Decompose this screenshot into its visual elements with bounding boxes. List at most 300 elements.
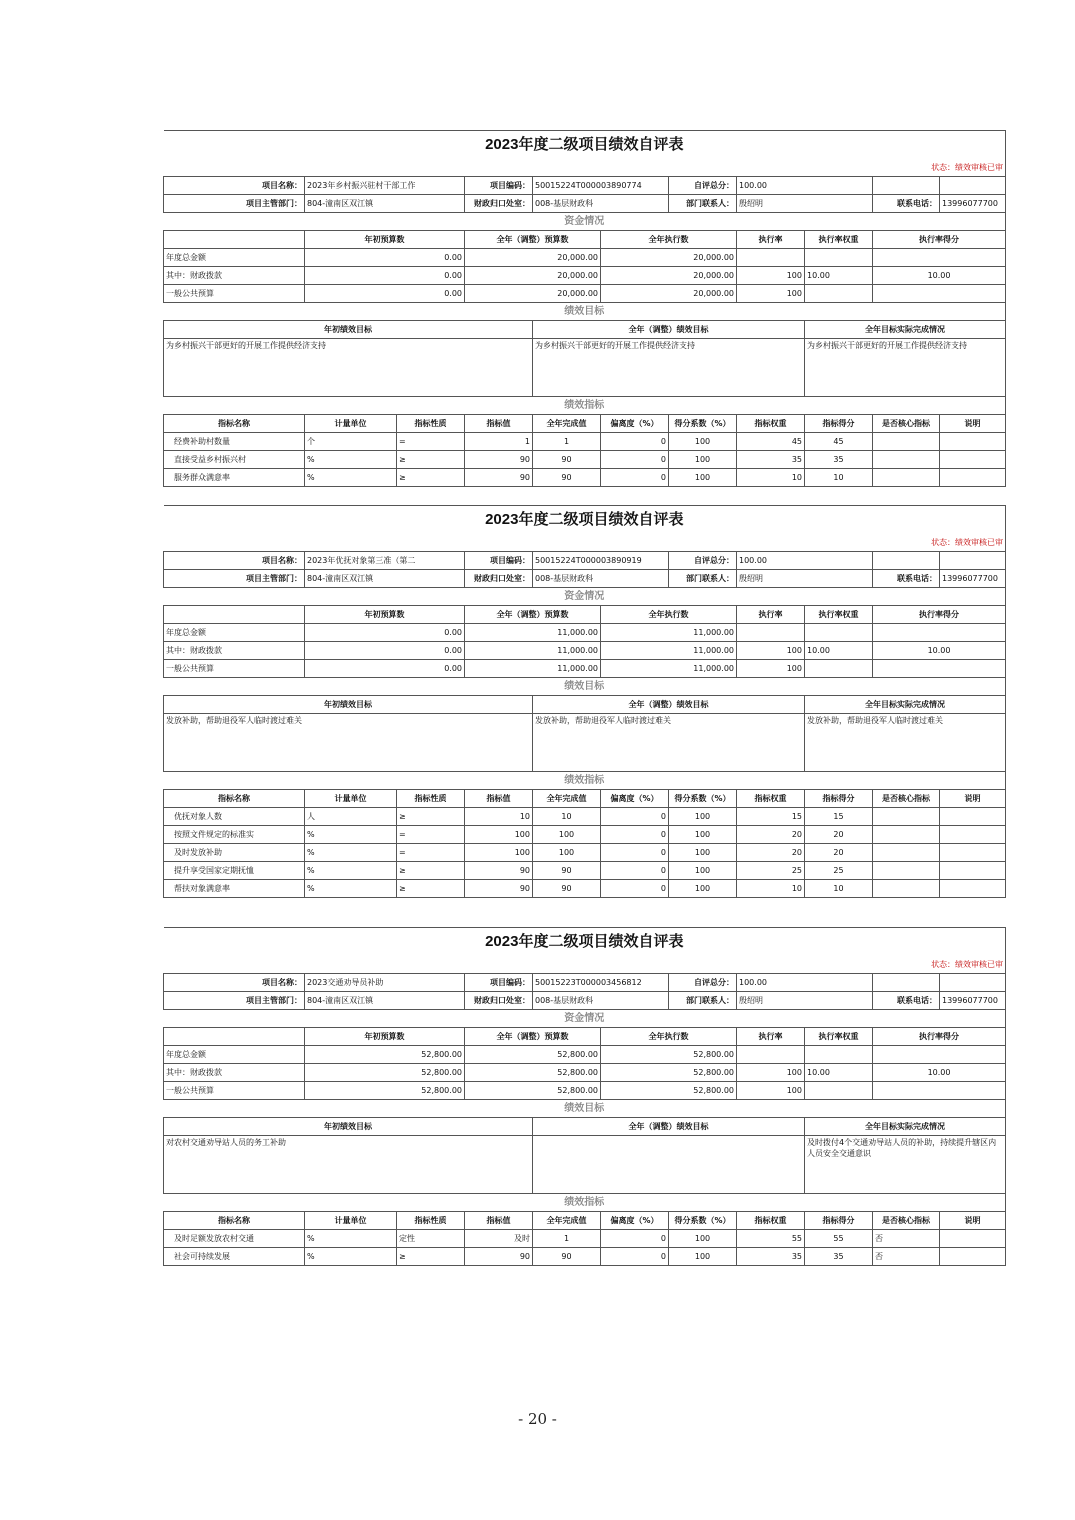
indicator-name: 社会可持续发展 [164,1248,305,1266]
indicator-unit: 个 [305,433,397,451]
indicator-note [940,826,1006,844]
empty-cell [873,177,940,195]
indicator-done: 90 [533,862,601,880]
indicator-value: 10 [465,808,533,826]
goal-text: 为乡村振兴干部更好的开展工作提供经济支持 [164,339,533,397]
indicator-nature: = [397,826,465,844]
indicator-unit: % [305,1230,397,1248]
funds-section-title: 资金情况 [164,1010,1006,1028]
fund-weight [805,1046,873,1064]
fund-initial: 0.00 [305,285,465,303]
fund-weight [805,285,873,303]
fund-initial: 52,800.00 [305,1046,465,1064]
finance-office-label: 财政归口处室： [465,195,533,213]
dept-contact-value: 殷绍明 [737,570,873,588]
dept-label: 项目主管部门： [164,992,305,1010]
indicator-dev: 0 [601,469,669,487]
indicator-weight: 25 [737,862,805,880]
indicator-note [940,469,1006,487]
fund-weight [805,624,873,642]
fund-header: 全年执行数 [601,231,737,249]
finance-office-label: 财政归口处室： [465,570,533,588]
fund-score [873,660,1006,678]
indicator-done: 90 [533,880,601,898]
indicator-note [940,880,1006,898]
fund-executed: 20,000.00 [601,267,737,285]
fund-row-name: 其中：财政拨款 [164,642,305,660]
indicator-header: 指标得分 [805,1212,873,1230]
indicators-section-title: 绩效指标 [164,1194,1006,1212]
indicators-section-title: 绩效指标 [164,772,1006,790]
indicator-score: 20 [805,844,873,862]
indicator-nature: ≥ [397,1248,465,1266]
indicator-core [873,469,940,487]
indicator-unit: % [305,826,397,844]
fund-initial: 52,800.00 [305,1082,465,1100]
fund-header: 执行率权重 [805,606,873,624]
indicator-score: 45 [805,433,873,451]
indicator-coef: 100 [669,433,737,451]
fund-row-name: 年度总金额 [164,249,305,267]
dept-contact-label: 部门联系人： [669,570,737,588]
fund-rate [737,624,805,642]
indicator-header: 指标值 [465,415,533,433]
fund-header: 执行率得分 [873,231,1006,249]
phone-value: 13996077700 [940,992,1006,1010]
empty-cell [164,231,305,249]
fund-executed: 52,800.00 [601,1046,737,1064]
fund-row-name: 其中：财政拨款 [164,267,305,285]
indicator-note [940,862,1006,880]
indicator-name: 优抚对象人数 [164,808,305,826]
fund-header: 全年（调整）预算数 [465,606,601,624]
indicator-header: 全年完成值 [533,790,601,808]
fund-header: 全年（调整）预算数 [465,231,601,249]
indicator-value: 及时 [465,1230,533,1248]
dept-label: 项目主管部门： [164,195,305,213]
fund-header: 执行率得分 [873,1028,1006,1046]
empty-cell [164,606,305,624]
self-score-label: 自评总分： [669,974,737,992]
fund-header: 年初预算数 [305,231,465,249]
fund-executed: 52,800.00 [601,1082,737,1100]
empty-cell [873,552,940,570]
indicator-done: 90 [533,1248,601,1266]
dept-label: 项目主管部门： [164,570,305,588]
fund-score: 10.00 [873,267,1006,285]
fund-adjusted: 52,800.00 [465,1046,601,1064]
finance-office-label: 财政归口处室： [465,992,533,1010]
indicator-score: 25 [805,862,873,880]
indicator-header: 指标性质 [397,790,465,808]
page-number: - 20 - [518,1410,557,1428]
fund-adjusted: 52,800.00 [465,1082,601,1100]
indicator-coef: 100 [669,844,737,862]
indicator-note [940,844,1006,862]
fund-initial: 0.00 [305,249,465,267]
indicator-header: 是否核心指标 [873,1212,940,1230]
indicator-score: 10 [805,469,873,487]
indicator-nature: = [397,844,465,862]
evaluation-form [163,505,1004,898]
fund-header: 年初预算数 [305,606,465,624]
fund-weight: 10.00 [805,642,873,660]
fund-row-name: 一般公共预算 [164,285,305,303]
fund-weight [805,660,873,678]
empty-cell [164,1028,305,1046]
form-title: 2023年度二级项目绩效自评表 [164,131,1006,160]
indicator-header: 指标值 [465,790,533,808]
indicator-weight: 20 [737,844,805,862]
indicator-header: 偏离度（%） [601,1212,669,1230]
indicator-value: 90 [465,1248,533,1266]
empty-cell [873,974,940,992]
goals-section-title: 绩效目标 [164,303,1006,321]
fund-rate: 100 [737,267,805,285]
fund-weight [805,249,873,267]
indicator-core [873,451,940,469]
indicator-dev: 0 [601,880,669,898]
indicator-dev: 0 [601,451,669,469]
fund-initial: 0.00 [305,267,465,285]
indicator-header: 全年完成值 [533,1212,601,1230]
indicator-name: 按照文件规定的标准实 [164,826,305,844]
indicator-header: 计量单位 [305,415,397,433]
indicator-header: 指标权重 [737,790,805,808]
indicator-header: 说明 [940,1212,1006,1230]
indicator-core [873,844,940,862]
fund-row-name: 年度总金额 [164,1046,305,1064]
fund-rate: 100 [737,660,805,678]
indicator-header: 指标值 [465,1212,533,1230]
fund-weight: 10.00 [805,1064,873,1082]
fund-initial: 52,800.00 [305,1064,465,1082]
project-code-value: 50015224T000003890919 [533,552,669,570]
fund-score [873,249,1006,267]
fund-row-name: 一般公共预算 [164,660,305,678]
fund-score: 10.00 [873,1064,1006,1082]
fund-weight: 10.00 [805,267,873,285]
fund-adjusted: 11,000.00 [465,642,601,660]
indicator-name: 帮扶对象满意率 [164,880,305,898]
indicator-score: 10 [805,880,873,898]
indicator-done: 100 [533,844,601,862]
indicator-note [940,451,1006,469]
goals-section-title: 绩效目标 [164,678,1006,696]
indicator-score: 35 [805,1248,873,1266]
empty-cell [940,974,1006,992]
goals-section-title: 绩效目标 [164,1100,1006,1118]
fund-executed: 11,000.00 [601,642,737,660]
fund-header: 执行率权重 [805,1028,873,1046]
indicator-header: 得分系数（%） [669,1212,737,1230]
indicator-header: 指标得分 [805,790,873,808]
indicator-core: 否 [873,1230,940,1248]
status-text: 状态：绩效审核已审 [164,956,1006,974]
indicator-header: 是否核心指标 [873,415,940,433]
indicator-value: 90 [465,469,533,487]
indicator-nature: ≥ [397,862,465,880]
indicator-score: 55 [805,1230,873,1248]
indicator-core: 否 [873,1248,940,1266]
evaluation-form [163,130,1004,487]
indicator-value: 90 [465,451,533,469]
fund-score: 10.00 [873,642,1006,660]
indicator-weight: 15 [737,808,805,826]
phone-label: 联系电话： [873,195,940,213]
indicator-header: 偏离度（%） [601,415,669,433]
indicator-done: 10 [533,808,601,826]
indicator-dev: 0 [601,1230,669,1248]
goal-text: 发放补助，帮助退役军人临时渡过难关 [533,714,805,772]
indicator-dev: 0 [601,433,669,451]
indicator-dev: 0 [601,844,669,862]
indicator-value: 100 [465,844,533,862]
goal-text: 发放补助，帮助退役军人临时渡过难关 [805,714,1006,772]
dept-value: 804-潼南区双江镇 [305,195,465,213]
indicator-coef: 100 [669,826,737,844]
indicator-name: 及时发放补助 [164,844,305,862]
fund-rate [737,1046,805,1064]
phone-label: 联系电话： [873,570,940,588]
indicator-name: 服务群众满意率 [164,469,305,487]
indicator-unit: % [305,1248,397,1266]
evaluation-form [163,927,1004,1266]
goal-header: 年初绩效目标 [164,1118,533,1136]
indicator-value: 100 [465,826,533,844]
indicator-done: 90 [533,451,601,469]
indicator-dev: 0 [601,1248,669,1266]
indicator-header: 得分系数（%） [669,790,737,808]
fund-executed: 20,000.00 [601,285,737,303]
indicator-header: 指标性质 [397,415,465,433]
fund-header: 全年（调整）预算数 [465,1028,601,1046]
indicator-note [940,1248,1006,1266]
indicator-header: 指标名称 [164,415,305,433]
fund-row-name: 其中：财政拨款 [164,1064,305,1082]
indicator-nature: ≥ [397,451,465,469]
dept-contact-value: 殷绍明 [737,992,873,1010]
indicator-weight: 10 [737,880,805,898]
indicator-dev: 0 [601,862,669,880]
indicator-done: 1 [533,1230,601,1248]
indicator-coef: 100 [669,451,737,469]
finance-office-value: 008-基层财政科 [533,992,669,1010]
fund-score [873,285,1006,303]
fund-initial: 0.00 [305,624,465,642]
indicator-weight: 45 [737,433,805,451]
indicator-weight: 20 [737,826,805,844]
fund-executed: 11,000.00 [601,624,737,642]
indicator-note [940,433,1006,451]
phone-value: 13996077700 [940,195,1006,213]
indicator-unit: % [305,451,397,469]
fund-rate: 100 [737,285,805,303]
fund-weight [805,1082,873,1100]
goal-header: 全年目标实际完成情况 [805,1118,1006,1136]
self-score-label: 自评总分： [669,177,737,195]
funds-section-title: 资金情况 [164,588,1006,606]
fund-header: 全年执行数 [601,606,737,624]
goal-text: 对农村交通劝导站人员的务工补助 [164,1136,533,1194]
phone-label: 联系电话： [873,992,940,1010]
project-name-label: 项目名称： [164,177,305,195]
fund-score [873,1082,1006,1100]
indicators-section-title: 绩效指标 [164,397,1006,415]
project-code-label: 项目编码： [465,974,533,992]
fund-header: 年初预算数 [305,1028,465,1046]
indicator-name: 经费补助村数量 [164,433,305,451]
dept-contact-value: 殷绍明 [737,195,873,213]
indicator-note [940,1230,1006,1248]
dept-value: 804-潼南区双江镇 [305,992,465,1010]
fund-header: 执行率权重 [805,231,873,249]
project-name-value: 2023年乡村振兴驻村干部工作 [305,177,465,195]
fund-score [873,1046,1006,1064]
indicator-header: 得分系数（%） [669,415,737,433]
fund-adjusted: 11,000.00 [465,624,601,642]
form-title: 2023年度二级项目绩效自评表 [164,928,1006,957]
goal-header: 全年目标实际完成情况 [805,321,1006,339]
fund-initial: 0.00 [305,642,465,660]
funds-section-title: 资金情况 [164,213,1006,231]
project-name-label: 项目名称： [164,974,305,992]
goal-text: 为乡村振兴干部更好的开展工作提供经济支持 [805,339,1006,397]
indicator-header: 计量单位 [305,790,397,808]
fund-row-name: 年度总金额 [164,624,305,642]
phone-value: 13996077700 [940,570,1006,588]
goal-text [533,1136,805,1194]
indicator-score: 15 [805,808,873,826]
dept-contact-label: 部门联系人： [669,992,737,1010]
fund-executed: 52,800.00 [601,1064,737,1082]
indicator-score: 20 [805,826,873,844]
project-code-label: 项目编码： [465,177,533,195]
indicator-header: 指标名称 [164,790,305,808]
indicator-core [873,433,940,451]
indicator-coef: 100 [669,469,737,487]
indicator-unit: % [305,844,397,862]
indicator-value: 1 [465,433,533,451]
fund-header: 执行率 [737,231,805,249]
indicator-core [873,808,940,826]
self-score-label: 自评总分： [669,552,737,570]
fund-adjusted: 11,000.00 [465,660,601,678]
indicator-done: 1 [533,433,601,451]
finance-office-value: 008-基层财政科 [533,195,669,213]
indicator-header: 计量单位 [305,1212,397,1230]
project-code-label: 项目编码： [465,552,533,570]
fund-header: 执行率得分 [873,606,1006,624]
indicator-header: 指标权重 [737,415,805,433]
project-name-value: 2023年优抚对象第三准（第二 [305,552,465,570]
indicator-score: 35 [805,451,873,469]
indicator-done: 90 [533,469,601,487]
dept-contact-label: 部门联系人： [669,195,737,213]
indicator-header: 指标得分 [805,415,873,433]
project-name-label: 项目名称： [164,552,305,570]
goal-text: 为乡村振兴干部更好的开展工作提供经济支持 [533,339,805,397]
goal-header: 年初绩效目标 [164,321,533,339]
project-code-value: 50015223T000003456812 [533,974,669,992]
fund-initial: 0.00 [305,660,465,678]
indicator-value: 90 [465,862,533,880]
status-text: 状态：绩效审核已审 [164,534,1006,552]
fund-executed: 11,000.00 [601,660,737,678]
indicator-nature: = [397,433,465,451]
indicator-coef: 100 [669,1230,737,1248]
empty-cell [940,177,1006,195]
indicator-unit: % [305,862,397,880]
indicator-coef: 100 [669,1248,737,1266]
fund-adjusted: 52,800.00 [465,1064,601,1082]
fund-score [873,624,1006,642]
indicator-dev: 0 [601,826,669,844]
indicator-weight: 10 [737,469,805,487]
indicator-dev: 0 [601,808,669,826]
fund-rate: 100 [737,1064,805,1082]
goal-header: 全年（调整）绩效目标 [533,696,805,714]
fund-header: 全年执行数 [601,1028,737,1046]
indicator-header: 说明 [940,415,1006,433]
goal-header: 年初绩效目标 [164,696,533,714]
goal-text: 发放补助，帮助退役军人临时渡过难关 [164,714,533,772]
fund-header: 执行率 [737,606,805,624]
indicator-nature: 定性 [397,1230,465,1248]
indicator-core [873,880,940,898]
fund-adjusted: 20,000.00 [465,285,601,303]
fund-header: 执行率 [737,1028,805,1046]
indicator-header: 指标权重 [737,1212,805,1230]
self-score-value: 100.00 [737,552,873,570]
indicator-note [940,808,1006,826]
goal-header: 全年（调整）绩效目标 [533,1118,805,1136]
fund-rate: 100 [737,1082,805,1100]
indicator-header: 是否核心指标 [873,790,940,808]
form-title: 2023年度二级项目绩效自评表 [164,506,1006,535]
fund-executed: 20,000.00 [601,249,737,267]
indicator-name: 提升享受国家定期抚恤 [164,862,305,880]
status-text: 状态：绩效审核已审 [164,159,1006,177]
indicator-done: 100 [533,826,601,844]
indicator-name: 及时足额发放农村交通 [164,1230,305,1248]
indicator-coef: 100 [669,880,737,898]
indicator-header: 说明 [940,790,1006,808]
empty-cell [940,552,1006,570]
fund-rate: 100 [737,642,805,660]
indicator-nature: ≥ [397,808,465,826]
indicator-name: 直接受益乡村振兴村 [164,451,305,469]
fund-adjusted: 20,000.00 [465,249,601,267]
goal-header: 全年目标实际完成情况 [805,696,1006,714]
indicator-core [873,826,940,844]
indicator-core [873,862,940,880]
indicator-weight: 55 [737,1230,805,1248]
self-score-value: 100.00 [737,177,873,195]
fund-rate [737,249,805,267]
self-score-value: 100.00 [737,974,873,992]
indicator-header: 指标名称 [164,1212,305,1230]
indicator-unit: 人 [305,808,397,826]
indicator-weight: 35 [737,451,805,469]
dept-value: 804-潼南区双江镇 [305,570,465,588]
goal-text: 及时拨付4个交通劝导站人员的补助，持续提升辖区内人员安全交通意识 [805,1136,1006,1194]
indicator-nature: ≥ [397,469,465,487]
indicator-value: 90 [465,880,533,898]
goal-header: 全年（调整）绩效目标 [533,321,805,339]
finance-office-value: 008-基层财政科 [533,570,669,588]
indicator-unit: % [305,880,397,898]
